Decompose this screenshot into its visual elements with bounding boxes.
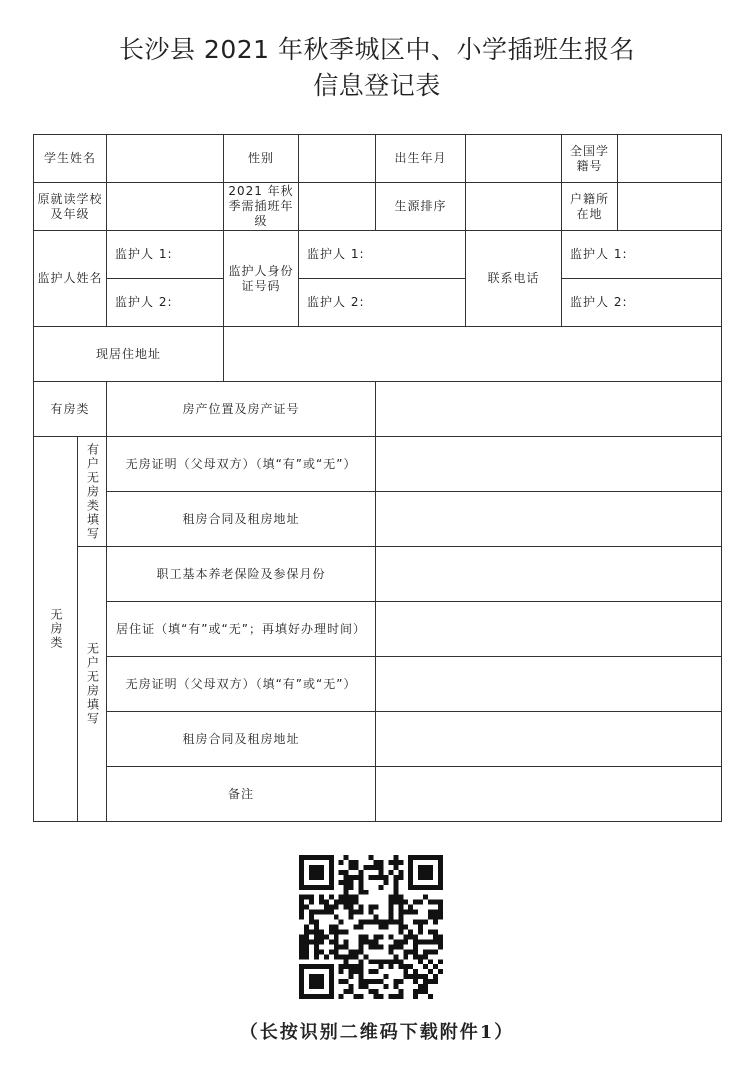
label-property-location: 房产位置及房产证号	[107, 382, 376, 437]
qr-code[interactable]	[299, 855, 443, 999]
label-gender: 性别	[224, 135, 299, 183]
input-residence-permit[interactable]	[376, 602, 722, 657]
input-rental-contract-1[interactable]	[376, 492, 722, 547]
input-guardian-2-phone[interactable]: 监护人 2:	[562, 279, 722, 327]
label-transfer-grade: 2021 年秋季需插班年级	[224, 183, 299, 231]
qr-caption: （长按识别二维码下载附件1）	[239, 1022, 515, 1043]
input-rental-contract-2[interactable]	[376, 712, 722, 767]
input-pension-insurance[interactable]	[376, 547, 722, 602]
label-guardian-name: 监护人姓名	[34, 231, 107, 327]
label-current-address: 现居住地址	[34, 327, 224, 382]
label-has-housing: 有房类	[34, 382, 107, 437]
label-no-housing-proof-2: 无房证明（父母双方）（填“有”或“无”）	[107, 657, 376, 712]
input-no-housing-proof-1[interactable]	[376, 437, 722, 492]
form-title-line-2: 信息登记表	[313, 71, 441, 100]
label-rental-contract-2: 租房合同及租房地址	[107, 712, 376, 767]
label-previous-school: 原就读学校及年级	[34, 183, 107, 231]
label-no-hukou-no-housing: 无户无房填写	[78, 547, 107, 822]
input-previous-school[interactable]	[107, 183, 224, 231]
input-birth-date[interactable]	[466, 135, 562, 183]
label-notes: 备注	[107, 767, 376, 822]
label-pension-insurance: 职工基本养老保险及参保月份	[107, 547, 376, 602]
label-student-source-order: 生源排序	[376, 183, 466, 231]
label-residence-permit: 居住证（填“有”或“无”；再填好办理时间）	[107, 602, 376, 657]
label-no-housing: 无房类	[34, 437, 78, 822]
input-property-location[interactable]	[376, 382, 722, 437]
input-guardian-2-name[interactable]: 监护人 2:	[107, 279, 224, 327]
label-birth-date: 出生年月	[376, 135, 466, 183]
input-guardian-1-phone[interactable]: 监护人 1:	[562, 231, 722, 279]
input-guardian-2-id[interactable]: 监护人 2:	[299, 279, 466, 327]
input-notes[interactable]	[376, 767, 722, 822]
input-current-address[interactable]	[224, 327, 722, 382]
label-hukou-no-housing: 有户无房类填写	[78, 437, 107, 547]
label-guardian-id: 监护人身份证号码	[224, 231, 299, 327]
input-student-source-order[interactable]	[466, 183, 562, 231]
input-no-housing-proof-2[interactable]	[376, 657, 722, 712]
input-household-registration[interactable]	[618, 183, 722, 231]
label-rental-contract-1: 租房合同及租房地址	[107, 492, 376, 547]
input-student-name[interactable]	[107, 135, 224, 183]
label-contact-phone: 联系电话	[466, 231, 562, 327]
form-title-line-1: 长沙县 2021 年秋季城区中、小学插班生报名	[118, 35, 636, 64]
input-guardian-1-name[interactable]: 监护人 1:	[107, 231, 224, 279]
label-no-housing-proof-1: 无房证明（父母双方）（填“有”或“无”）	[107, 437, 376, 492]
label-student-name: 学生姓名	[34, 135, 107, 183]
registration-form-table	[33, 134, 722, 822]
input-national-student-id[interactable]	[618, 135, 722, 183]
label-household-registration: 户籍所在地	[562, 183, 618, 231]
input-transfer-grade[interactable]	[299, 183, 376, 231]
input-gender[interactable]	[299, 135, 376, 183]
input-guardian-1-id[interactable]: 监护人 1:	[299, 231, 466, 279]
label-national-student-id: 全国学籍号	[562, 135, 618, 183]
